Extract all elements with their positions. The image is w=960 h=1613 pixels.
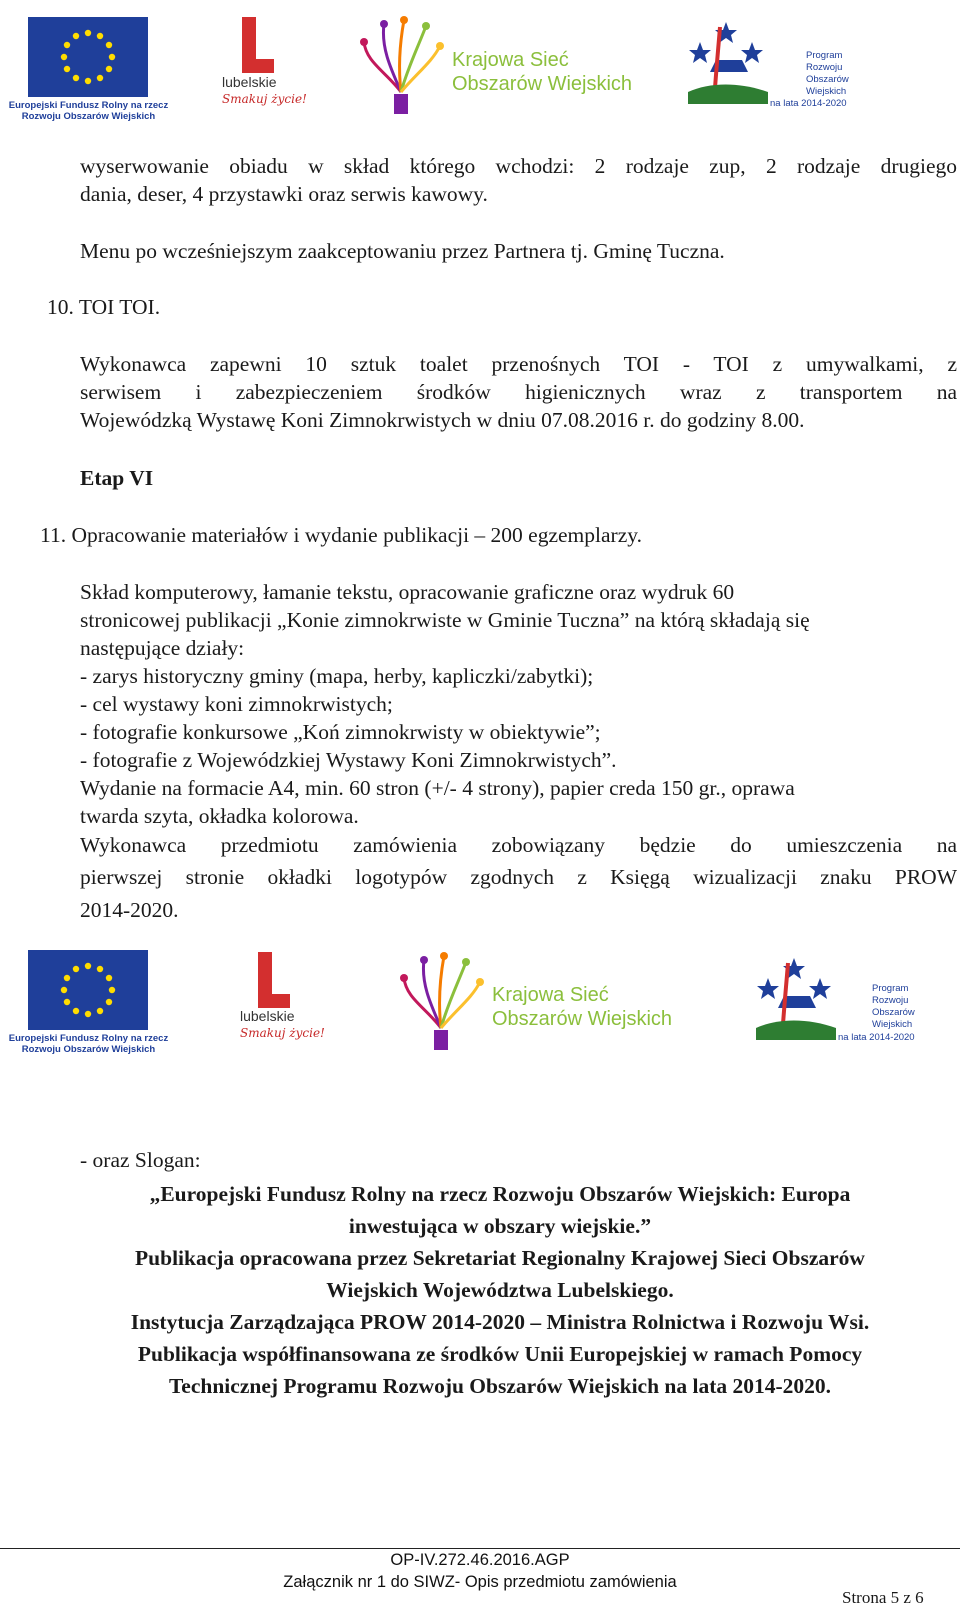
footer-attachment: Załącznik nr 1 do SIWZ- Opis przedmiotu zamówienia (283, 1573, 677, 1591)
prow-logo-icon (748, 948, 840, 1048)
page-number: Strona 5 z 6 (842, 1588, 924, 1607)
bullet-1: - zarys historyczny gminy (mapa, herby, kapliczki/zabytki); (80, 664, 594, 688)
ksow-flower-icon (356, 12, 446, 117)
para1-line1: wyserwowanie obiadu w skład którego wchodzi: 2 rodzaje zup, 2 rodzaje drugiego (80, 154, 957, 178)
eu-logo-caption: Europejski Fundusz Rolny na rzecz Rozwoju Obszarów Wiejskich (8, 100, 169, 122)
lubelskie-name-2: lubelskie (240, 1008, 295, 1024)
bullet-2: - cel wystawy koni zimnokrwistych; (80, 692, 393, 716)
para2: Menu po wcześniejszym zaakceptowaniu przez Partnera tj. Gminę Tuczna. (80, 239, 725, 263)
lubelskie-name: lubelskie (222, 74, 277, 90)
para1-line2: dania, deser, 4 przystawki oraz serwis kawowy. (80, 182, 488, 206)
prow-name: Program Rozwoju Obszarów Wiejskich (806, 50, 849, 97)
cofinance-line-1: Publikacja współfinansowana ze środków Unii Europejskiej w ramach Pomocy (137, 1342, 863, 1366)
slogan-block (60, 1178, 940, 1402)
para4-line1: Skład komputerowy, łamanie tekstu, opracowanie graficzne oraz wydruk 60 (80, 580, 735, 604)
ksow-flower-icon (396, 948, 486, 1053)
para6-line3: 2014-2020. (80, 898, 179, 922)
para4-line2: stronicowej publikacji „Konie zimnokrwiste w Gminie Tuczna” na którą składają się (80, 608, 810, 632)
bullet-4: - fotografie z Wojewódzkiej Wystawy Koni Zimnokrwistych”. (80, 748, 617, 772)
ksow-name-2: Krajowa Sieć Obszarów Wiejskich (492, 984, 673, 1030)
publication-line-2: Wiejskich Województwa Lubelskiego. (326, 1278, 674, 1302)
footer-divider (0, 1548, 960, 1549)
prow-years: na lata 2014-2020 (770, 98, 847, 109)
para6-line2: pierwszej stronie okładki logotypów zgodnych z Księgą wizualizacji znaku PROW (80, 865, 957, 889)
managing-authority: Instytucja Zarządzająca PROW 2014-2020 – Ministra Rolnictwa i Rozwoju Wsi. (130, 1310, 870, 1334)
eu-flag-logo-2 (28, 950, 148, 1030)
cofinance-line-2: Technicznej Programu Rozwoju Obszarów Wiejskich na lata 2014-2020. (168, 1374, 832, 1398)
footer-reference: OP-IV.272.46.2016.AGP (390, 1551, 570, 1569)
lubelskie-l-icon (240, 15, 276, 75)
slogan-line-1: „Europejski Fundusz Rolny na rzecz Rozwoju Obszarów Wiejskich: Europa (149, 1182, 851, 1206)
para3-line2: serwisem i zabezpieczeniem środków higienicznych wraz z transportem na (80, 380, 957, 404)
slogan-intro: - oraz Slogan: (80, 1148, 201, 1172)
para3-line3: Wojewódzką Wystawę Koni Zimnokrwistych w dniu 07.08.2016 r. do godziny 8.00. (80, 408, 805, 432)
eu-stars-icon (28, 950, 148, 1030)
bullet-3: - fotografie konkursowe „Koń zimnokrwisty w obiektywie”; (80, 720, 601, 744)
eu-logo-caption-2: Europejski Fundusz Rolny na rzecz Rozwoju Obszarów Wiejskich (8, 1033, 169, 1055)
item-10-heading: 10. TOI TOI. (47, 295, 161, 319)
para5-line2: twarda szyta, okładka kolorowa. (80, 804, 359, 828)
slogan-line-2: inwestująca w obszary wiejskie.” (348, 1214, 652, 1238)
item-11-heading: 11. Opracowanie materiałów i wydanie publikacji – 200 egzemplarzy. (40, 523, 642, 547)
para3-line1: Wykonawca zapewni 10 sztuk toalet przenośnych TOI - TOI z umywalkami, z (80, 352, 957, 376)
prow-logo-icon (680, 12, 772, 112)
prow-years-2: na lata 2014-2020 (838, 1032, 915, 1043)
para4-line3: następujące działy: (80, 636, 245, 660)
lubelskie-slogan: Smakuj życie! (222, 92, 307, 106)
lubelskie-slogan-2: Smakuj życie! (240, 1026, 325, 1040)
lubelskie-l-icon (256, 950, 292, 1010)
etap-heading: Etap VI (80, 466, 154, 490)
eu-stars-icon (28, 17, 148, 97)
prow-name-2: Program Rozwoju Obszarów Wiejskich (872, 983, 915, 1030)
eu-flag-logo (28, 17, 148, 97)
para6-line1: Wykonawca przedmiotu zamówienia zobowiązany będzie do umieszczenia na (80, 833, 957, 857)
ksow-name: Krajowa Sieć Obszarów Wiejskich (452, 49, 633, 95)
publication-line-1: Publikacja opracowana przez Sekretariat Regionalny Krajowej Sieci Obszarów (135, 1246, 865, 1270)
para5-line1: Wydanie na formacie A4, min. 60 stron (+/- 4 strony), papier creda 150 gr., oprawa (80, 776, 795, 800)
